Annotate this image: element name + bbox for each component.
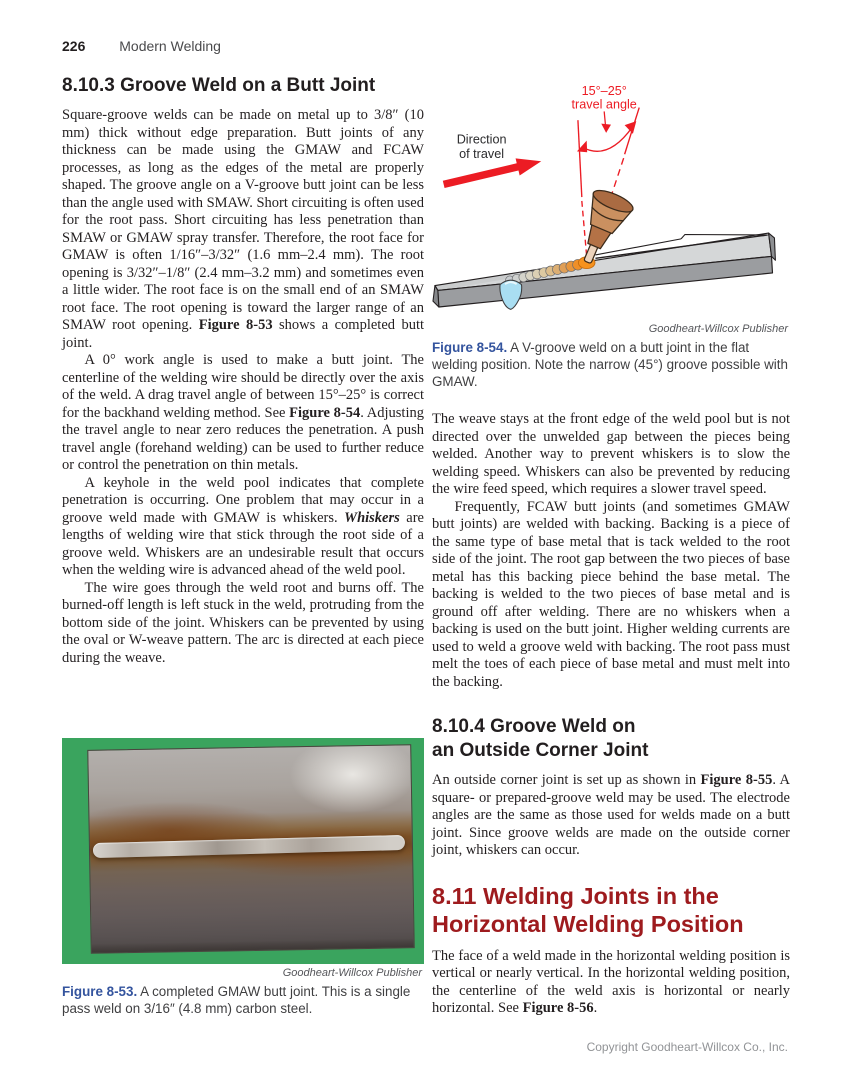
figure-caption-text: A completed GMAW butt joint. This is a single pass weld on 3/16″ (4.8 mm) carbon steel. — [62, 984, 411, 1016]
paragraph: The wire goes through the weld root and burns off. The burned-off length is left stuck in the weld, protruding from the bottom side of the joint. Whiskers can be prevented by using the oval or W-weave pattern. The arc is directed at each piece during the weave. — [62, 579, 424, 666]
weld-photo — [62, 738, 424, 964]
gmaw-travel-angle-diagram — [432, 78, 790, 320]
figure-caption — [62, 984, 424, 1018]
paragraph: The weave stays at the front edge of the weld pool but is not directed over the unwelded gap between the pieces being welded. Another way to prevent whiskers is to slow the welding speed. Whiskers can also be prevented by reducing the wire feed speed, which requires a slower travel speed. — [432, 411, 790, 498]
figure-credit: Goodheart-Willcox Publisher — [648, 323, 788, 335]
heading-line: Horizontal Welding Position — [432, 910, 744, 937]
heading-line: 8.11 Welding Joints in the — [432, 882, 719, 909]
paragraph: A keyhole in the weld pool indicates that complete penetration is occurring. One problem that may occur in a groove weld made with GMAW is whiskers. Whiskers are lengths of welding wire that stick through the root side of a groove weld. Whiskers are an undesirable result that occurs when the welding wire is advanced ahead of the weld pool. — [62, 474, 424, 578]
heading-line: an Outside Corner Joint — [432, 740, 649, 762]
running-head — [62, 38, 788, 54]
paragraph: Square-groove welds can be made on metal up to 3/8″ (10 mm) thick without edge preparation. Butt joints of any thickness can be made using the GMAW and FCAW processes, as long as the edges of the metal are properly shaped. The groove angle on a V-groove butt joint can be less than the angle used with SMAW. Short circuiting is often used for the root pass. Short circuiting has less penetration than SMAW or GMAW spray transfer. Therefore, the root face for GMAW is often 1/16″–3/32″ (1.6 mm–2.4 mm). The root opening is 3/32″–1/8″ (2.4 mm–3.2 mm) and sometimes even a little wider. The root face is on the small end of an SMAW root face. The root opening is toward the larger range of an SMAW root opening. Figure 8-53 shows a completed butt joint. — [62, 107, 425, 351]
section-heading-8-10-3: 8.10.3 Groove Weld on a Butt Joint — [62, 75, 376, 96]
figure-8-53 — [62, 738, 424, 1018]
weld-pool-illustration — [500, 280, 522, 309]
figure-caption-text: A V-groove weld on a butt joint in the flat welding position. Note the narrow (45°) groove possible with GMAW. — [432, 340, 788, 389]
direction-of-travel-label: Direction — [456, 132, 507, 147]
paragraph: Frequently, FCAW butt joints (and sometimes GMAW butt joints) are welded with backing. Backing is a piece of the same type of base metal that is tack welded to the root side of the joint. The root gap between the two pieces of base metal has this backing piece behind the base metal. The backing is welded to the two pieces of base metal and is ground off after welding. There are no whiskers when a backing is used on the butt joint. Higher welding currents are used to weld a groove weld with backing. The root pass must melt the toes of each piece of base metal and must melt into the backing. — [432, 498, 790, 690]
paragraph: An outside corner joint is set up as shown in Figure 8-55. A square- or prepared-groove weld may be used. The electrode angles are the same as those used for welds made on a butt joint. Since groove welds are made on the outside corner joint, whiskers can occur. — [432, 772, 791, 859]
heading-line: 8.10.4 Groove Weld on — [432, 716, 636, 738]
direction-of-travel-arrow — [443, 158, 541, 188]
right-column — [432, 78, 790, 1018]
paragraph: The face of a weld made in the horizontal welding position is vertical or nearly vertical. In the horizontal welding position, the centerline of the weld axis is horizontal or nearly horizontal. See Figure 8-56. — [432, 947, 790, 1017]
left-column — [62, 74, 424, 667]
steel-plate-photo — [87, 744, 415, 954]
weld-bead-photo — [93, 835, 406, 858]
figure-credit: Goodheart-Willcox Publisher — [282, 967, 422, 979]
copyright-footer: Copyright Goodheart-Willcox Co., Inc. — [586, 1040, 788, 1054]
direction-of-travel-label-line2: of travel — [459, 147, 505, 162]
figure-8-54 — [432, 78, 790, 390]
section-heading-8-11 — [432, 882, 790, 938]
page-number: 226 — [62, 38, 86, 54]
paragraph: A 0° work angle is used to make a butt joint. The centerline of the welding wire should be directly over the axis of the weld. A drag travel angle of between 15°–25° is correct for the backhand welding method. See Figure 8-54. Adjusting the travel angle to near zero reduces the penetration. A push travel angle (forehand welding) can be used to further reduce or control the penetration on thin metals. — [62, 352, 424, 473]
figure-label: Figure 8-54. — [432, 340, 508, 355]
travel-angle-label: 15°–25° — [581, 83, 627, 98]
figure-caption — [432, 340, 790, 390]
section-heading-8-10-4 — [432, 715, 790, 763]
travel-angle-label-line2: travel angle — [571, 97, 637, 112]
book-title: Modern Welding — [119, 38, 221, 54]
figure-label: Figure 8-53. — [62, 984, 138, 999]
